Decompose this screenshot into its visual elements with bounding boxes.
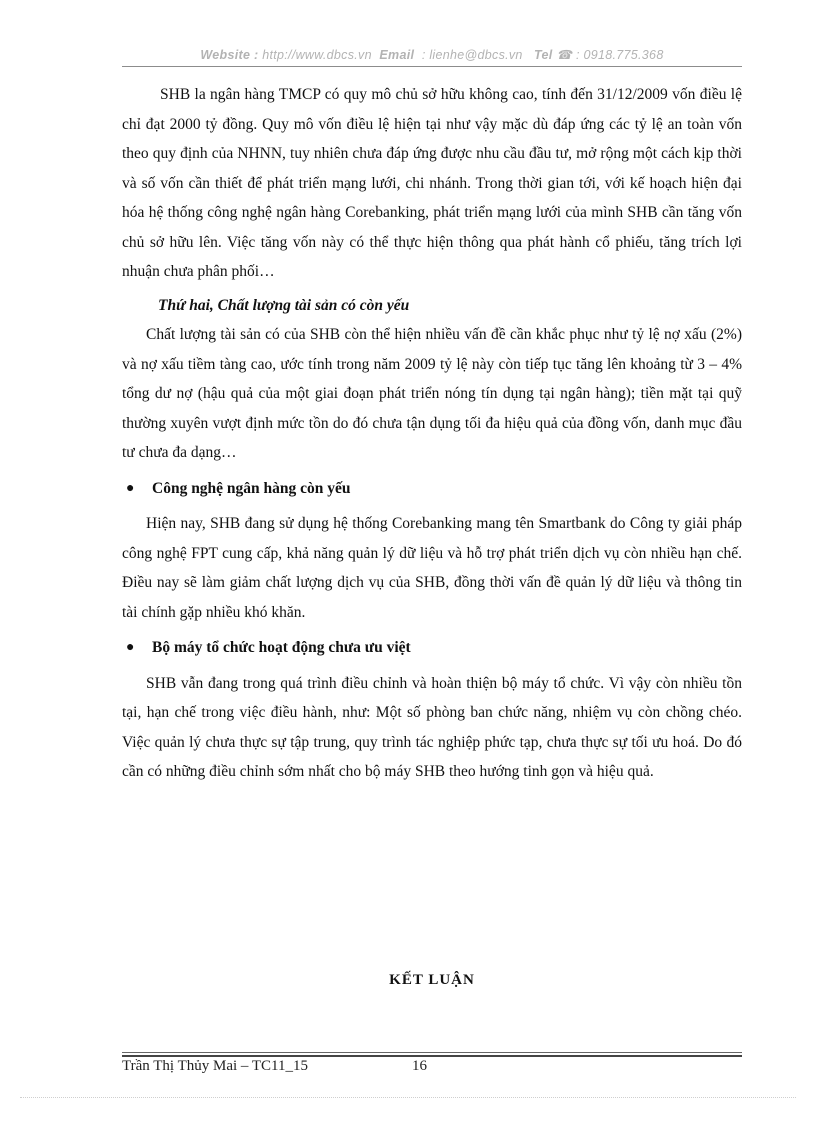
bullet-organization-label: Bộ máy tổ chức hoạt động chưa ưu việt bbox=[152, 639, 411, 656]
email-value[interactable]: : lienhe@dbcs.vn bbox=[421, 48, 523, 62]
page-header bbox=[122, 47, 742, 62]
header-divider bbox=[122, 66, 742, 67]
tel-label: Tel bbox=[534, 48, 553, 62]
conclusion-heading: KẾT LUẬN bbox=[389, 972, 475, 988]
footer-author: Trần Thị Thủy Mai – TC11_15 bbox=[122, 1058, 308, 1074]
tel-value: ☎ : 0918.775.368 bbox=[556, 48, 664, 62]
paragraph-organization: SHB vẫn đang trong quá trình điều chỉnh và hoàn thiện bộ máy tổ chức. Vì vậy còn nhiều tồn tại, hạn chế trong việc điều hành, như: Một số phòng ban chức năng, nhiệm vụ còn chồng chéo. Việc quản lý chưa thực sự tập trung, quy trình tác nghiệp phức tạp, chưa thực sự tối ưu hoá. Do đó cần có những điều chỉnh sớm nhất cho bộ máy SHB theo hướng tinh gọn và hiệu quả. bbox=[122, 674, 742, 780]
paragraph-capital: SHB la ngân hàng TMCP có quy mô chủ sở hữu không cao, tính đến 31/12/2009 vốn điều lệ chỉ đạt 2000 tỷ đồng. Quy mô vốn điều lệ hiện tại như vậy mặc dù đáp ứng các tỷ lệ an toàn vốn theo quy định của NHNN, tuy nhiên chưa đáp ứng được nhu cầu đầu tư, mở rộng một cách kịp thời và số vốn cần thiết để phát triển mạng lưới, chi nhánh. Trong thời gian tới, với kế hoạch hiện đại hóa hệ thống công nghệ ngân hàng Corebanking, phát triển mạng lưới của mình SHB cần tăng vốn chủ sở hữu lên. Việc tăng vốn này có thể thực hiện thông qua phát hành cổ phiếu, tăng trích lợi nhuận chưa phân phối… bbox=[122, 86, 742, 280]
page-number: 16 bbox=[412, 1058, 427, 1074]
website-label: Website : bbox=[200, 48, 259, 62]
email-label: Email bbox=[379, 48, 415, 62]
footer-divider-thick bbox=[122, 1055, 742, 1057]
document-body bbox=[122, 80, 742, 787]
website-url[interactable]: http://www.dbcs.vn bbox=[262, 48, 372, 62]
bullet-organization bbox=[122, 633, 742, 663]
paragraph-asset-quality: Chất lượng tài sản có của SHB còn thể hiện nhiều vấn đề cần khắc phục như tỷ lệ nợ xấu (2%) và nợ xấu tiềm tàng cao, ước tính trong năm 2009 tỷ lệ này còn tiếp tục tăng lên khoảng từ 3 – 4% tổng dư nợ (hậu quả của một giai đoạn phát triển nóng tín dụng tại ngân hàng); tiền mặt tại quỹ thường xuyên vượt định mức tồn do đó chưa tận dụng tối đa hiệu quả của đồng vốn, danh mục đầu tư chưa đa dạng… bbox=[122, 326, 742, 461]
bullet-dot-icon: ● bbox=[126, 480, 135, 496]
bullet-dot-icon: ● bbox=[126, 640, 135, 655]
bullet-technology bbox=[122, 474, 742, 504]
page-edge bbox=[20, 1097, 796, 1098]
bullet-technology-label: Công nghệ ngân hàng còn yếu bbox=[152, 479, 351, 497]
section-subheading: Thứ hai, Chất lượng tài sản có còn yếu bbox=[158, 296, 410, 314]
paragraph-technology: Hiện nay, SHB đang sử dụng hệ thống Corebanking mang tên Smartbank do Công ty giải pháp công nghệ FPT cung cấp, khả năng quản lý dữ liệu và hỗ trợ phát triển dịch vụ còn nhiều hạn chế. Điều nay sẽ làm giảm chất lượng dịch vụ của SHB, đồng thời vấn đề quản lý dữ liệu và thông tin tài chính gặp nhiều khó khăn. bbox=[122, 515, 742, 621]
footer-divider bbox=[122, 1052, 742, 1053]
